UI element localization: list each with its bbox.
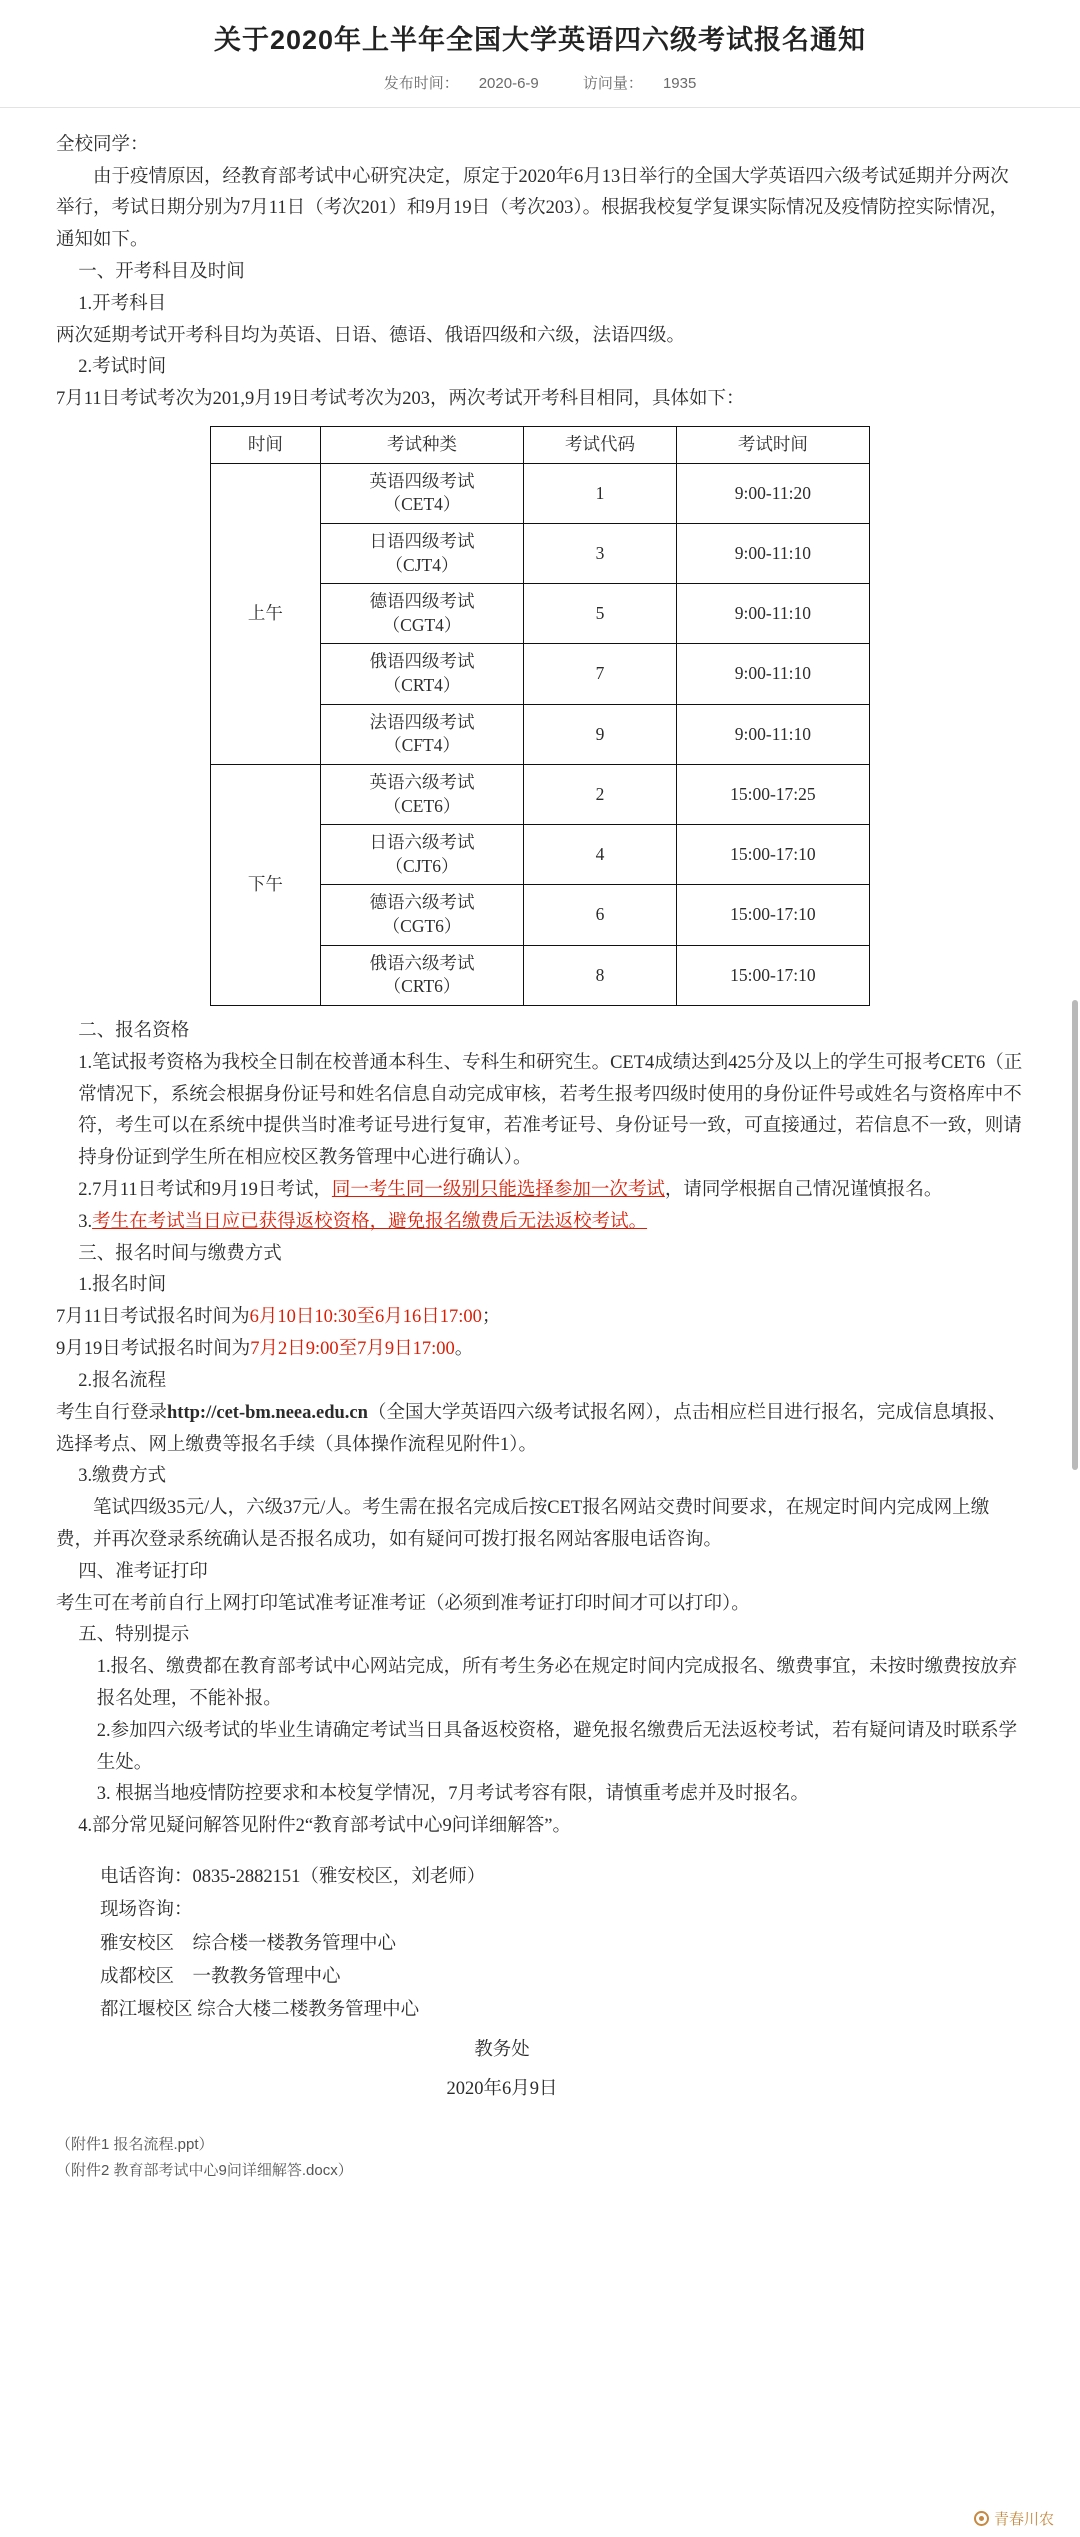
watermark xyxy=(974,2508,1054,2529)
exam-kind-cn: 俄语六级考试 xyxy=(369,952,475,973)
exam-kind-cn: 德语四级考试 xyxy=(369,591,475,612)
exam-kind-cn: 俄语四级考试 xyxy=(369,651,475,672)
column-header-code: 考试代码 xyxy=(524,427,677,464)
section-1-1-text: 两次延期考试开考科目均为英语、日语、德语、俄语四级和六级，法语四级。 xyxy=(56,325,686,346)
section-1-2-text: 7月11日考试考次为201,9月19日考试考次为203，两次考试开考科目相同，具体如下： xyxy=(56,389,745,410)
exam-time: 9:00-11:10 xyxy=(676,584,869,644)
section-2-item-3-number: 3. xyxy=(78,1211,93,1232)
signup-url-pre: 考生自行登录 xyxy=(56,1402,168,1423)
exam-time: 9:00-11:10 xyxy=(676,704,869,764)
section-3-1-july xyxy=(56,1302,1024,1334)
document-meta xyxy=(60,72,1020,93)
scrollbar[interactable] xyxy=(1072,1000,1078,1470)
signature-date: 2020年6月9日 xyxy=(446,2078,558,2099)
sept-signup-post: 。 xyxy=(454,1339,474,1360)
intro-paragraph: 由于疫情原因，经教育部考试中心研究决定，原定于2020年6月13日举行的全国大学英语四六级考试延期并分两次举行，考试日期分别为7月11日（考次201）和9月19日（考次203）。根据我校复学复课实际情况及疫情防控实际情况，通知如下。 xyxy=(56,166,1009,251)
exam-code: 3 xyxy=(524,523,677,583)
section-2-item-2-highlight: 同一考生同一级别只能选择参加一次考试 xyxy=(331,1180,665,1201)
page-title: 关于2020年上半年全国大学英语四六级考试报名通知 xyxy=(213,25,867,55)
view-count xyxy=(573,75,706,92)
table-row xyxy=(211,463,870,523)
section-3-title: 三、报名时间与缴费方式 xyxy=(78,1243,282,1264)
exam-kind-cn: 法语四级考试 xyxy=(369,711,475,732)
section-2-item-3-highlight: 考生在考试当日应已获得返校资格，避免报名缴费后无法返校考试。 xyxy=(92,1211,648,1232)
exam-kind-en: （CJT6） xyxy=(385,855,459,876)
view-count-value: 1935 xyxy=(662,74,697,92)
exam-code: 4 xyxy=(524,825,677,885)
exam-kind-en: （CET4） xyxy=(383,494,461,515)
publish-time-label: 发布时间： xyxy=(383,74,459,92)
signup-url-post: （全国大学英语四六级考试报名网），点击相应栏目进行报名，完成信息填报、选择考点、网上缴费等报名手续（具体操作流程见附件1）。 xyxy=(56,1402,1007,1455)
july-signup-pre: 7月11日考试报名时间为 xyxy=(56,1307,250,1328)
attachment-item[interactable]: （附件1 报名流程.ppt） xyxy=(56,2136,214,2154)
exam-kind-cn: 德语六级考试 xyxy=(369,892,475,913)
exam-kind-en: （CGT4） xyxy=(382,614,462,635)
exam-kind-en: （CRT4） xyxy=(383,675,461,696)
table-header-row xyxy=(211,427,870,464)
section-2-item-2 xyxy=(56,1175,1024,1207)
section-3-1-september xyxy=(56,1334,1024,1366)
exam-time: 9:00-11:10 xyxy=(676,644,869,704)
section-2-title: 二、报名资格 xyxy=(78,1020,190,1041)
exam-kind-cn: 日语四级考试 xyxy=(369,530,475,551)
section-5-item-1: 1.报名、缴费都在教育部考试中心网站完成，所有考生务必在规定时间内完成报名、缴费事宜，未按时缴费按放弃报名处理，不能补报。 xyxy=(96,1657,1018,1710)
exam-code: 2 xyxy=(524,764,677,824)
exam-kind xyxy=(320,523,523,583)
attachment-item[interactable]: （附件2 教育部考试中心9问详细解答.docx） xyxy=(56,2161,353,2179)
exam-kind-en: （CRT6） xyxy=(383,976,461,997)
exam-time: 15:00-17:25 xyxy=(676,764,869,824)
exam-code: 9 xyxy=(524,704,677,764)
july-signup-post: ； xyxy=(481,1307,501,1328)
section-3-3-title: 3.缴费方式 xyxy=(78,1466,167,1487)
section-2-item-3 xyxy=(56,1207,1024,1239)
exam-time: 9:00-11:10 xyxy=(676,523,869,583)
salutation: 全校同学： xyxy=(56,134,149,155)
section-3-2-title: 2.报名流程 xyxy=(78,1370,167,1391)
exam-time: 15:00-17:10 xyxy=(676,885,869,945)
document-header xyxy=(0,0,1080,108)
exam-kind xyxy=(320,825,523,885)
section-5-item-2: 2.参加四六级考试的毕业生请确定考试当日具备返校资格，避免报名缴费后无法返校考试，若有疑问请及时联系学生处。 xyxy=(96,1720,1018,1773)
section-5-item-3: 3. 根据当地疫情防控要求和本校复学情况，7月考试考容有限，请慎重考虑并及时报名。 xyxy=(96,1784,809,1805)
exam-code: 8 xyxy=(524,945,677,1005)
contact-onsite-label: 现场咨询： xyxy=(100,1900,193,1921)
exam-schedule-table xyxy=(210,426,870,1006)
exam-time: 15:00-17:10 xyxy=(676,945,869,1005)
section-2-item-1: 1.笔试报考资格为我校全日制在校普通本科生、专科生和研究生。CET4成绩达到425分及以上的学生可报考CET6（正常情况下，系统会根据身份证号和姓名信息自动完成审核，若考生报考四级时使用的身份证件号或姓名与资格库中不符，考生可以在系统中提供当时准考证号进行复审，若准考证号、身份证号一致，可直接通过，若信息不一致，则请持身份证到学生所在相应校区教务管理中心进行确认）。 xyxy=(78,1052,1023,1169)
exam-kind-cn: 日语六级考试 xyxy=(369,832,475,853)
sept-signup-pre: 9月19日考试报名时间为 xyxy=(56,1339,251,1360)
exam-kind xyxy=(320,764,523,824)
section-1-title: 一、开考科目及时间 xyxy=(78,262,245,283)
view-count-label: 访问量： xyxy=(582,74,643,92)
exam-kind xyxy=(320,644,523,704)
document-body xyxy=(0,108,1080,1843)
section-3-3-text: 笔试四级35元/人，六级37元/人。考生需在报名完成后按CET报名网站交费时间要求，在规定时间内完成网上缴费，并再次登录系统确认是否报名成功，如有疑问可拨打报名网站客服电话咨询。 xyxy=(56,1498,990,1550)
exam-code: 6 xyxy=(524,885,677,945)
section-4-title: 四、准考证打印 xyxy=(78,1561,208,1582)
exam-kind-en: （CJT4） xyxy=(385,554,459,575)
section-5-item-4: 4.部分常见疑问解答见附件2“教育部考试中心9问详细解答”。 xyxy=(78,1816,571,1837)
exam-kind xyxy=(320,885,523,945)
contact-campus-yaan: 雅安校区 综合楼一楼教务管理中心 xyxy=(100,1933,397,1954)
exam-kind xyxy=(320,584,523,644)
section-1-2-title: 2.考试时间 xyxy=(78,357,167,378)
column-header-time: 时间 xyxy=(211,427,321,464)
section-3-1-title: 1.报名时间 xyxy=(78,1275,167,1296)
contact-block xyxy=(0,1843,1080,2106)
signature-office: 教务处 xyxy=(474,2039,530,2060)
exam-kind-en: （CFT4） xyxy=(384,735,460,756)
exam-code: 1 xyxy=(524,463,677,523)
section-3-2-text xyxy=(56,1398,1024,1462)
exam-code: 7 xyxy=(524,644,677,704)
section-1-1-title: 1.开考科目 xyxy=(78,293,167,314)
exam-kind-cn: 英语六级考试 xyxy=(369,771,475,792)
exam-kind xyxy=(320,945,523,1005)
section-2-item-2-post: ，请同学根据自己情况谨慎报名。 xyxy=(664,1180,943,1201)
attachment-list xyxy=(0,2106,1080,2183)
column-header-kind: 考试种类 xyxy=(320,427,523,464)
contact-phone: 电话咨询：0835-2882151（雅安校区，刘老师） xyxy=(100,1867,486,1888)
publish-time-value: 2020-6-9 xyxy=(478,74,539,92)
contact-campus-dujiangyan: 都江堰校区 综合大楼二楼教务管理中心 xyxy=(100,2000,420,2021)
column-header-hours: 考试时间 xyxy=(676,427,869,464)
july-signup-dates: 6月10日10:30至6月16日17:00 xyxy=(249,1307,482,1328)
exam-kind-en: （CET6） xyxy=(383,795,461,816)
contact-campus-chengdu: 成都校区 一教教务管理中心 xyxy=(100,1967,341,1987)
period-afternoon: 下午 xyxy=(211,764,321,1005)
watermark-label: 青春川农 xyxy=(993,2511,1054,2528)
exam-time: 9:00-11:20 xyxy=(676,463,869,523)
signup-url-link[interactable]: http://cet-bm.neea.edu.cn xyxy=(167,1402,368,1423)
exam-kind xyxy=(320,704,523,764)
table-row xyxy=(211,764,870,824)
exam-kind-cn: 英语四级考试 xyxy=(369,470,475,491)
section-4-text: 考生可在考前自行上网打印笔试准考证准考证（必须到准考证打印时间才可以打印）。 xyxy=(56,1593,750,1614)
exam-code: 5 xyxy=(524,584,677,644)
weibo-eye-icon xyxy=(974,2511,989,2526)
section-5-title: 五、特别提示 xyxy=(78,1625,190,1646)
publish-time xyxy=(374,75,549,92)
sept-signup-dates: 7月2日9:00至7月9日17:00 xyxy=(250,1339,455,1360)
section-2-item-2-pre: 2.7月11日考试和9月19日考试， xyxy=(78,1180,332,1201)
exam-kind xyxy=(320,463,523,523)
exam-time: 15:00-17:10 xyxy=(676,825,869,885)
period-morning: 上午 xyxy=(211,463,321,764)
exam-kind-en: （CGT6） xyxy=(382,916,462,937)
